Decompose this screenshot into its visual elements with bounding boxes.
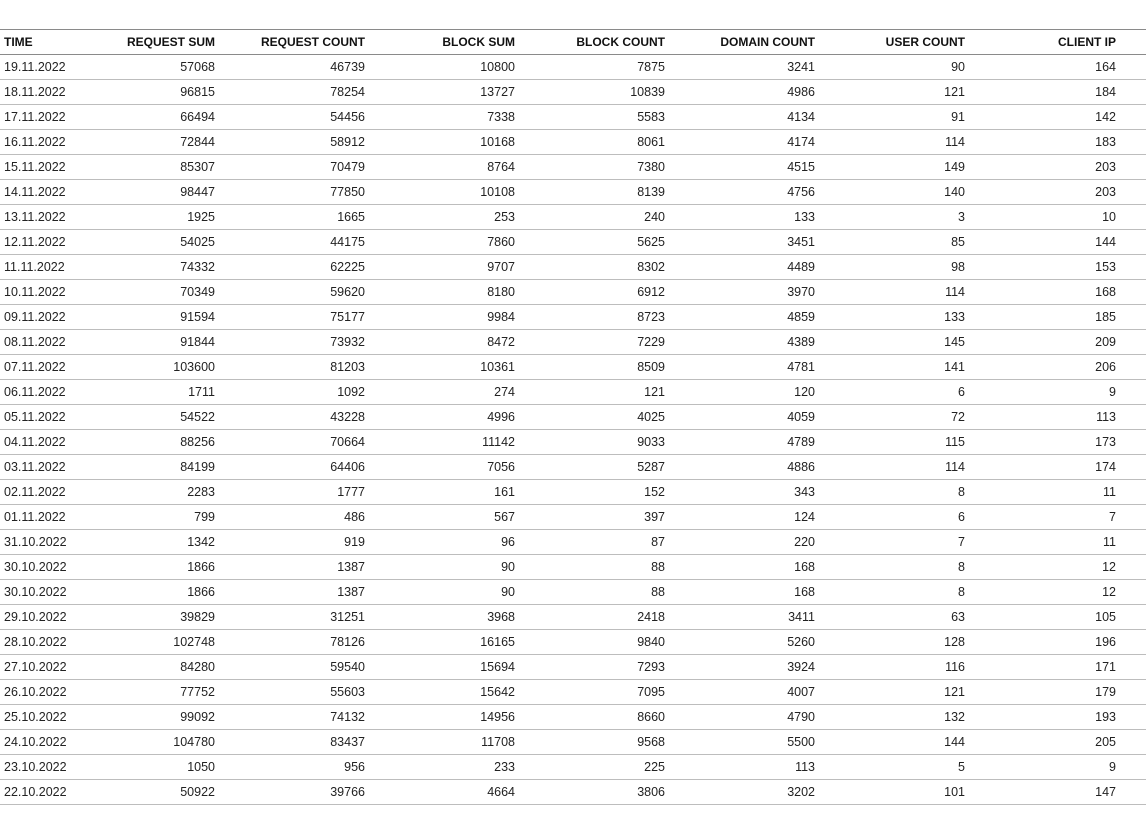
- user-count-cell: 98: [819, 255, 969, 280]
- block-sum-cell: 15642: [369, 680, 519, 705]
- time-cell: 05.11.2022: [0, 405, 111, 430]
- user-count-cell: 5: [819, 755, 969, 780]
- block-sum-cell: 7338: [369, 105, 519, 130]
- user-count-cell: 116: [819, 655, 969, 680]
- request-count-cell: 1665: [219, 205, 369, 230]
- time-cell: 19.11.2022: [0, 55, 111, 80]
- block-sum-cell: 4664: [369, 780, 519, 805]
- time-cell: 27.10.2022: [0, 655, 111, 680]
- block-sum-cell: 233: [369, 755, 519, 780]
- request-sum-cell: 70349: [111, 280, 219, 305]
- block-count-cell: 10839: [519, 80, 669, 105]
- domain-count-cell: 5500: [669, 730, 819, 755]
- user-count-cell: 115: [819, 430, 969, 455]
- table-row: [0, 330, 1146, 355]
- request-count-cell: 39766: [219, 780, 369, 805]
- user-count-cell: 8: [819, 480, 969, 505]
- domain-count-cell: 3970: [669, 280, 819, 305]
- client-ip-cell: 9: [969, 755, 1146, 780]
- block-count-cell: 9568: [519, 730, 669, 755]
- block-sum-cell: 3968: [369, 605, 519, 630]
- user-count-cell: 8: [819, 580, 969, 605]
- request-count-cell: 77850: [219, 180, 369, 205]
- request-sum-cell: 102748: [111, 630, 219, 655]
- request-count-cell: 73932: [219, 330, 369, 355]
- time-cell: 12.11.2022: [0, 230, 111, 255]
- user-count-cell: 90: [819, 55, 969, 80]
- client-ip-cell: 113: [969, 405, 1146, 430]
- block-sum-cell: 7056: [369, 455, 519, 480]
- user-count-cell: 114: [819, 130, 969, 155]
- client-ip-cell: 168: [969, 280, 1146, 305]
- request-count-cell: 55603: [219, 680, 369, 705]
- time-cell: 16.11.2022: [0, 130, 111, 155]
- user-count-cell: 114: [819, 455, 969, 480]
- block-count-cell: 7293: [519, 655, 669, 680]
- request-sum-cell: 85307: [111, 155, 219, 180]
- request-count-cell: 74132: [219, 705, 369, 730]
- request-count-cell: 486: [219, 505, 369, 530]
- domain-count-cell: 168: [669, 555, 819, 580]
- domain-count-cell: 4174: [669, 130, 819, 155]
- request-sum-cell: 799: [111, 505, 219, 530]
- table-row: [0, 630, 1146, 655]
- block-count-cell: 5287: [519, 455, 669, 480]
- request-count-cell: 59620: [219, 280, 369, 305]
- user-count-cell: 63: [819, 605, 969, 630]
- time-cell: 09.11.2022: [0, 305, 111, 330]
- domain-count-cell: 4489: [669, 255, 819, 280]
- client-ip-cell: 196: [969, 630, 1146, 655]
- time-cell: 22.10.2022: [0, 780, 111, 805]
- client-ip-cell: 179: [969, 680, 1146, 705]
- request-sum-cell: 1925: [111, 205, 219, 230]
- block-sum-cell: 567: [369, 505, 519, 530]
- client-ip-cell: 203: [969, 180, 1146, 205]
- domain-count-cell: 124: [669, 505, 819, 530]
- time-cell: 26.10.2022: [0, 680, 111, 705]
- block-sum-cell: 10800: [369, 55, 519, 80]
- block-count-cell: 5625: [519, 230, 669, 255]
- user-count-cell: 133: [819, 305, 969, 330]
- domain-count-cell: 4756: [669, 180, 819, 205]
- domain-count-cell: 4886: [669, 455, 819, 480]
- request-count-cell: 81203: [219, 355, 369, 380]
- time-cell: 04.11.2022: [0, 430, 111, 455]
- table-header: [0, 30, 1146, 55]
- block-sum-cell: 90: [369, 555, 519, 580]
- request-count-cell: 54456: [219, 105, 369, 130]
- domain-count-cell: 3924: [669, 655, 819, 680]
- time-cell: 30.10.2022: [0, 580, 111, 605]
- block-sum-cell: 90: [369, 580, 519, 605]
- time-cell: 23.10.2022: [0, 755, 111, 780]
- time-cell: 01.11.2022: [0, 505, 111, 530]
- time-cell: 15.11.2022: [0, 155, 111, 180]
- user-count-cell: 72: [819, 405, 969, 430]
- domain-count-cell: 343: [669, 480, 819, 505]
- time-cell: 17.11.2022: [0, 105, 111, 130]
- client-ip-cell: 7: [969, 505, 1146, 530]
- user-count-cell: 121: [819, 80, 969, 105]
- column-header-request-count[interactable]: REQUEST COUNT: [219, 30, 369, 55]
- request-sum-cell: 91844: [111, 330, 219, 355]
- time-cell: 08.11.2022: [0, 330, 111, 355]
- time-cell: 24.10.2022: [0, 730, 111, 755]
- block-count-cell: 8509: [519, 355, 669, 380]
- request-count-cell: 78126: [219, 630, 369, 655]
- domain-count-cell: 4781: [669, 355, 819, 380]
- block-sum-cell: 96: [369, 530, 519, 555]
- client-ip-cell: 203: [969, 155, 1146, 180]
- request-count-cell: 64406: [219, 455, 369, 480]
- block-sum-cell: 10108: [369, 180, 519, 205]
- block-sum-cell: 9984: [369, 305, 519, 330]
- block-sum-cell: 14956: [369, 705, 519, 730]
- client-ip-cell: 144: [969, 230, 1146, 255]
- domain-count-cell: 4134: [669, 105, 819, 130]
- block-sum-cell: 161: [369, 480, 519, 505]
- block-count-cell: 240: [519, 205, 669, 230]
- request-sum-cell: 96815: [111, 80, 219, 105]
- table-row: [0, 305, 1146, 330]
- request-sum-cell: 84280: [111, 655, 219, 680]
- request-sum-cell: 50922: [111, 780, 219, 805]
- request-count-cell: 1387: [219, 580, 369, 605]
- request-sum-cell: 84199: [111, 455, 219, 480]
- time-cell: 28.10.2022: [0, 630, 111, 655]
- column-header-client-ip[interactable]: CLIENT IP: [969, 30, 1146, 55]
- user-count-cell: 140: [819, 180, 969, 205]
- table-row: [0, 430, 1146, 455]
- request-sum-cell: 57068: [111, 55, 219, 80]
- block-count-cell: 8723: [519, 305, 669, 330]
- block-sum-cell: 10361: [369, 355, 519, 380]
- request-sum-cell: 91594: [111, 305, 219, 330]
- client-ip-cell: 142: [969, 105, 1146, 130]
- request-count-cell: 70664: [219, 430, 369, 455]
- client-ip-cell: 164: [969, 55, 1146, 80]
- time-cell: 11.11.2022: [0, 255, 111, 280]
- time-cell: 18.11.2022: [0, 80, 111, 105]
- table-row: [0, 580, 1146, 605]
- user-count-cell: 6: [819, 505, 969, 530]
- table-row: [0, 280, 1146, 305]
- user-count-cell: 114: [819, 280, 969, 305]
- column-header-block-sum[interactable]: BLOCK SUM: [369, 30, 519, 55]
- client-ip-cell: 184: [969, 80, 1146, 105]
- table-row: [0, 255, 1146, 280]
- client-ip-cell: 193: [969, 705, 1146, 730]
- time-cell: 31.10.2022: [0, 530, 111, 555]
- table-row: [0, 480, 1146, 505]
- time-cell: 10.11.2022: [0, 280, 111, 305]
- table-row: [0, 705, 1146, 730]
- request-sum-cell: 54025: [111, 230, 219, 255]
- request-count-cell: 75177: [219, 305, 369, 330]
- user-count-cell: 132: [819, 705, 969, 730]
- request-count-cell: 58912: [219, 130, 369, 155]
- user-count-cell: 85: [819, 230, 969, 255]
- request-sum-cell: 104780: [111, 730, 219, 755]
- time-cell: 13.11.2022: [0, 205, 111, 230]
- client-ip-cell: 174: [969, 455, 1146, 480]
- table-row: [0, 730, 1146, 755]
- block-count-cell: 4025: [519, 405, 669, 430]
- domain-count-cell: 4389: [669, 330, 819, 355]
- column-header-time[interactable]: TIME: [0, 30, 111, 55]
- user-count-cell: 145: [819, 330, 969, 355]
- block-count-cell: 88: [519, 555, 669, 580]
- user-count-cell: 91: [819, 105, 969, 130]
- table-row: [0, 130, 1146, 155]
- client-ip-cell: 12: [969, 555, 1146, 580]
- user-count-cell: 7: [819, 530, 969, 555]
- block-sum-cell: 15694: [369, 655, 519, 680]
- request-count-cell: 919: [219, 530, 369, 555]
- table-row: [0, 755, 1146, 780]
- table-row: [0, 530, 1146, 555]
- user-count-cell: 128: [819, 630, 969, 655]
- block-sum-cell: 11142: [369, 430, 519, 455]
- request-count-cell: 31251: [219, 605, 369, 630]
- table-row: [0, 205, 1146, 230]
- block-count-cell: 6912: [519, 280, 669, 305]
- domain-count-cell: 4007: [669, 680, 819, 705]
- time-cell: 02.11.2022: [0, 480, 111, 505]
- request-sum-cell: 77752: [111, 680, 219, 705]
- block-count-cell: 397: [519, 505, 669, 530]
- column-header-request-sum[interactable]: REQUEST SUM: [111, 30, 219, 55]
- table-row: [0, 605, 1146, 630]
- block-count-cell: 9033: [519, 430, 669, 455]
- domain-count-cell: 4986: [669, 80, 819, 105]
- table-row: [0, 380, 1146, 405]
- time-cell: 14.11.2022: [0, 180, 111, 205]
- block-count-cell: 121: [519, 380, 669, 405]
- block-count-cell: 152: [519, 480, 669, 505]
- user-count-cell: 149: [819, 155, 969, 180]
- block-count-cell: 2418: [519, 605, 669, 630]
- request-sum-cell: 88256: [111, 430, 219, 455]
- user-count-cell: 6: [819, 380, 969, 405]
- domain-count-cell: 4515: [669, 155, 819, 180]
- client-ip-cell: 11: [969, 530, 1146, 555]
- block-sum-cell: 274: [369, 380, 519, 405]
- column-header-user-count[interactable]: USER COUNT: [819, 30, 969, 55]
- client-ip-cell: 206: [969, 355, 1146, 380]
- domain-count-cell: 5260: [669, 630, 819, 655]
- user-count-cell: 121: [819, 680, 969, 705]
- client-ip-cell: 173: [969, 430, 1146, 455]
- block-count-cell: 8061: [519, 130, 669, 155]
- block-count-cell: 8302: [519, 255, 669, 280]
- request-sum-cell: 98447: [111, 180, 219, 205]
- request-count-cell: 46739: [219, 55, 369, 80]
- request-sum-cell: 39829: [111, 605, 219, 630]
- time-cell: 29.10.2022: [0, 605, 111, 630]
- request-sum-cell: 54522: [111, 405, 219, 430]
- block-count-cell: 3806: [519, 780, 669, 805]
- block-count-cell: 7380: [519, 155, 669, 180]
- table-row: [0, 180, 1146, 205]
- domain-count-cell: 3451: [669, 230, 819, 255]
- request-count-cell: 70479: [219, 155, 369, 180]
- block-sum-cell: 11708: [369, 730, 519, 755]
- block-count-cell: 7875: [519, 55, 669, 80]
- block-count-cell: 9840: [519, 630, 669, 655]
- table-row: [0, 105, 1146, 130]
- user-count-cell: 101: [819, 780, 969, 805]
- client-ip-cell: 9: [969, 380, 1146, 405]
- domain-count-cell: 4790: [669, 705, 819, 730]
- block-sum-cell: 8764: [369, 155, 519, 180]
- table-row: [0, 780, 1146, 805]
- domain-count-cell: 4059: [669, 405, 819, 430]
- request-sum-cell: 2283: [111, 480, 219, 505]
- block-sum-cell: 4996: [369, 405, 519, 430]
- client-ip-cell: 209: [969, 330, 1146, 355]
- domain-count-cell: 120: [669, 380, 819, 405]
- client-ip-cell: 105: [969, 605, 1146, 630]
- table-row: [0, 555, 1146, 580]
- request-sum-cell: 1342: [111, 530, 219, 555]
- client-ip-cell: 10: [969, 205, 1146, 230]
- block-sum-cell: 8180: [369, 280, 519, 305]
- block-sum-cell: 10168: [369, 130, 519, 155]
- block-count-cell: 7095: [519, 680, 669, 705]
- table-body: [0, 55, 1146, 805]
- table-row: [0, 80, 1146, 105]
- request-count-cell: 1092: [219, 380, 369, 405]
- block-count-cell: 8139: [519, 180, 669, 205]
- client-ip-cell: 205: [969, 730, 1146, 755]
- request-count-cell: 78254: [219, 80, 369, 105]
- block-sum-cell: 7860: [369, 230, 519, 255]
- request-count-cell: 83437: [219, 730, 369, 755]
- request-sum-cell: 1711: [111, 380, 219, 405]
- column-header-domain-count[interactable]: DOMAIN COUNT: [669, 30, 819, 55]
- client-ip-cell: 11: [969, 480, 1146, 505]
- block-sum-cell: 253: [369, 205, 519, 230]
- table-row: [0, 405, 1146, 430]
- domain-count-cell: 4789: [669, 430, 819, 455]
- request-sum-cell: 103600: [111, 355, 219, 380]
- stats-table: [0, 29, 1146, 805]
- client-ip-cell: 183: [969, 130, 1146, 155]
- request-sum-cell: 1866: [111, 555, 219, 580]
- domain-count-cell: 113: [669, 755, 819, 780]
- stats-table-container: [0, 29, 1146, 805]
- block-count-cell: 225: [519, 755, 669, 780]
- header-row: [0, 30, 1146, 55]
- request-count-cell: 59540: [219, 655, 369, 680]
- request-sum-cell: 72844: [111, 130, 219, 155]
- domain-count-cell: 3241: [669, 55, 819, 80]
- request-count-cell: 44175: [219, 230, 369, 255]
- block-count-cell: 7229: [519, 330, 669, 355]
- table-row: [0, 455, 1146, 480]
- request-count-cell: 1387: [219, 555, 369, 580]
- domain-count-cell: 4859: [669, 305, 819, 330]
- client-ip-cell: 171: [969, 655, 1146, 680]
- time-cell: 30.10.2022: [0, 555, 111, 580]
- table-row: [0, 230, 1146, 255]
- table-row: [0, 505, 1146, 530]
- request-count-cell: 43228: [219, 405, 369, 430]
- time-cell: 06.11.2022: [0, 380, 111, 405]
- request-sum-cell: 1050: [111, 755, 219, 780]
- domain-count-cell: 3202: [669, 780, 819, 805]
- request-sum-cell: 99092: [111, 705, 219, 730]
- table-row: [0, 55, 1146, 80]
- domain-count-cell: 168: [669, 580, 819, 605]
- table-row: [0, 155, 1146, 180]
- block-sum-cell: 9707: [369, 255, 519, 280]
- block-count-cell: 87: [519, 530, 669, 555]
- block-sum-cell: 16165: [369, 630, 519, 655]
- table-row: [0, 355, 1146, 380]
- user-count-cell: 8: [819, 555, 969, 580]
- time-cell: 03.11.2022: [0, 455, 111, 480]
- time-cell: 07.11.2022: [0, 355, 111, 380]
- request-count-cell: 1777: [219, 480, 369, 505]
- request-sum-cell: 1866: [111, 580, 219, 605]
- client-ip-cell: 12: [969, 580, 1146, 605]
- column-header-block-count[interactable]: BLOCK COUNT: [519, 30, 669, 55]
- time-cell: 25.10.2022: [0, 705, 111, 730]
- client-ip-cell: 147: [969, 780, 1146, 805]
- request-sum-cell: 66494: [111, 105, 219, 130]
- block-count-cell: 5583: [519, 105, 669, 130]
- table-row: [0, 680, 1146, 705]
- table-row: [0, 655, 1146, 680]
- block-sum-cell: 8472: [369, 330, 519, 355]
- block-sum-cell: 13727: [369, 80, 519, 105]
- user-count-cell: 141: [819, 355, 969, 380]
- domain-count-cell: 3411: [669, 605, 819, 630]
- block-count-cell: 88: [519, 580, 669, 605]
- user-count-cell: 3: [819, 205, 969, 230]
- domain-count-cell: 220: [669, 530, 819, 555]
- request-count-cell: 956: [219, 755, 369, 780]
- client-ip-cell: 185: [969, 305, 1146, 330]
- client-ip-cell: 153: [969, 255, 1146, 280]
- request-count-cell: 62225: [219, 255, 369, 280]
- block-count-cell: 8660: [519, 705, 669, 730]
- request-sum-cell: 74332: [111, 255, 219, 280]
- domain-count-cell: 133: [669, 205, 819, 230]
- user-count-cell: 144: [819, 730, 969, 755]
